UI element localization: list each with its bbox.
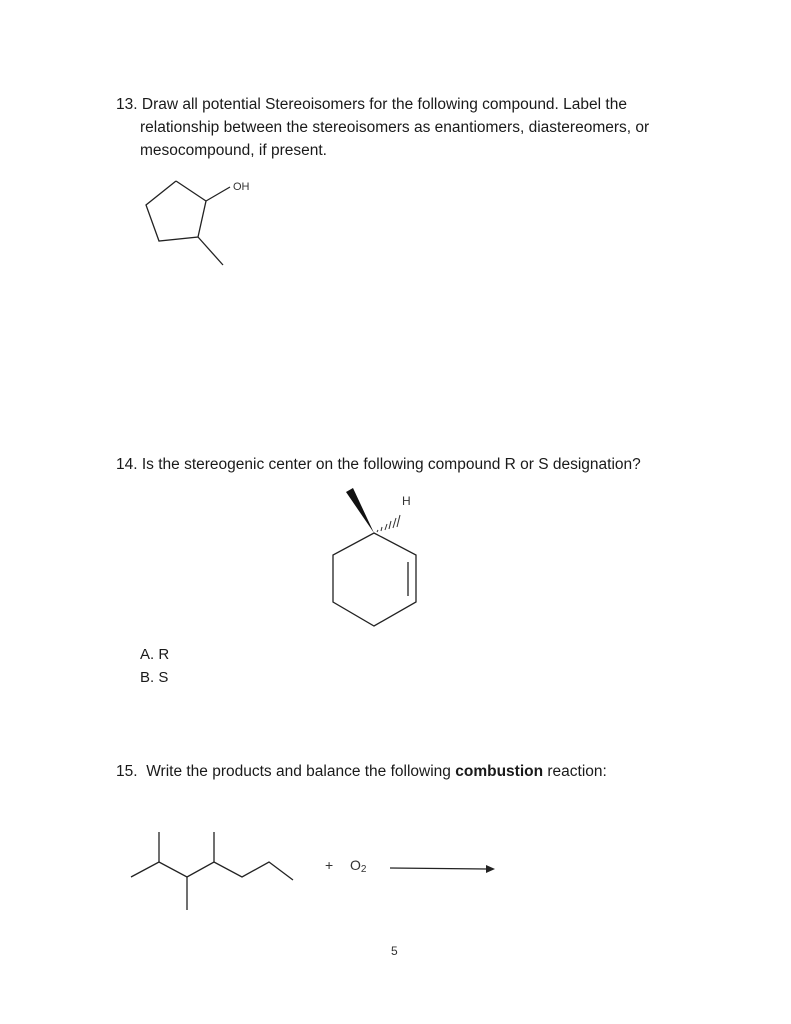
alkane-skeleton (131, 862, 293, 880)
oxygen-formula (350, 857, 367, 875)
oxygen-symbol: O (350, 857, 361, 873)
reaction-arrow-line (390, 868, 487, 869)
combustion-reaction (125, 825, 505, 915)
oh-label: OH (233, 181, 250, 193)
oh-bond (206, 187, 230, 201)
question-13-number: 13. (116, 96, 138, 113)
cyclohexene-ring (333, 533, 416, 626)
h-label: H (402, 494, 411, 508)
question-14-number: 14. (116, 456, 138, 473)
oxygen-subscript: 2 (360, 864, 367, 875)
hash-bond-2 (381, 527, 382, 531)
question-13-text-line2: relationship between the stereoisomers as enantiomers, diastereomers, or (140, 119, 650, 136)
question-15-number: 15. (116, 763, 138, 780)
question-15 (116, 760, 736, 783)
hash-bond-5 (393, 518, 396, 528)
question-13-text-line1: Draw all potential Stereoisomers for the following compound. Label the (141, 96, 627, 113)
cyclopentane-ring (146, 181, 206, 241)
question-15-text-before: Write the products and balance the following (146, 763, 456, 780)
hash-bond-6 (397, 515, 400, 527)
hash-bond-1 (377, 530, 378, 532)
reaction-arrowhead (486, 865, 495, 873)
question-14-text: Is the stereogenic center on the following compound R or S designation? (141, 456, 641, 473)
question-15-text-after: reaction: (543, 763, 607, 780)
methyl-bond (198, 237, 223, 265)
methylcyclopentanol-structure (130, 170, 270, 280)
hash-bond-3 (385, 524, 387, 530)
methylcyclohexene-structure (320, 480, 440, 630)
wedge-bond (346, 488, 374, 533)
page-number: 5 (391, 944, 398, 958)
choice-b: B. S (140, 669, 169, 686)
question-13-text-line3: mesocompound, if present. (140, 142, 327, 159)
choice-a: A. R (140, 646, 170, 663)
question-13 (116, 93, 736, 162)
question-15-text-bold: combustion (455, 763, 544, 780)
plus-sign: + (325, 857, 334, 873)
hash-bond-4 (389, 521, 391, 529)
question-14 (116, 453, 736, 476)
